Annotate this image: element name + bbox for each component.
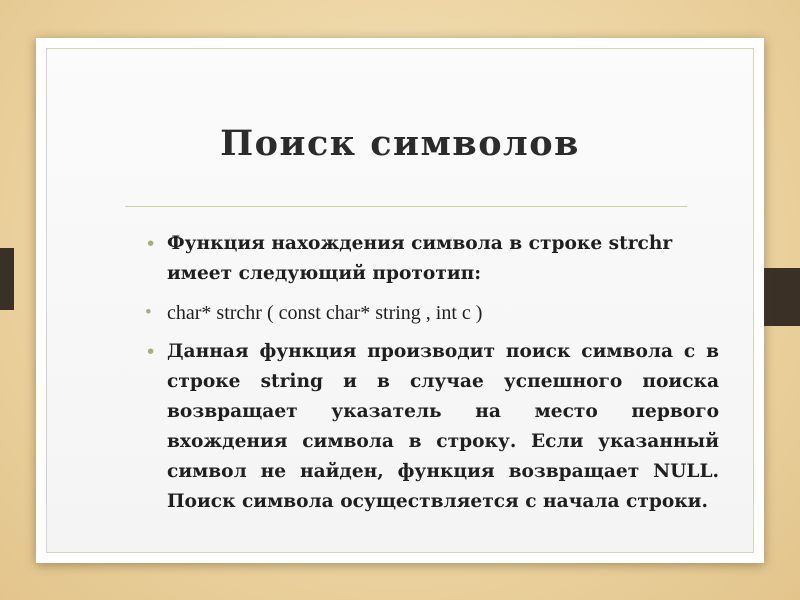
slide-frame <box>36 38 764 563</box>
bullet-item <box>145 229 719 289</box>
slide-content-area <box>46 48 754 553</box>
bullet-item <box>145 298 719 328</box>
bullet-item <box>145 337 719 517</box>
slide-title: Поиск символов <box>220 123 580 164</box>
side-tab-left <box>0 248 14 310</box>
bullet-text: char* strchr ( const char* string , int c ) <box>167 302 483 324</box>
bullet-dot-icon: • <box>145 302 152 323</box>
bullet-list <box>145 229 719 526</box>
bullet-text: Функция нахождения символа в строке strchr имеет следующий прототип: <box>167 233 673 284</box>
bullet-dot-icon: • <box>145 233 157 255</box>
title-divider <box>125 206 687 207</box>
bullet-text: Данная функция производит поиск символа с в строке string и в случае успешного поиска возвращает указатель на место первого вхождения символа в строку. Если указанный символ не найден, функция возвращает NULL. Поиск символа осуществляется с начала строки. <box>167 341 719 512</box>
bullet-dot-icon: • <box>145 341 157 363</box>
